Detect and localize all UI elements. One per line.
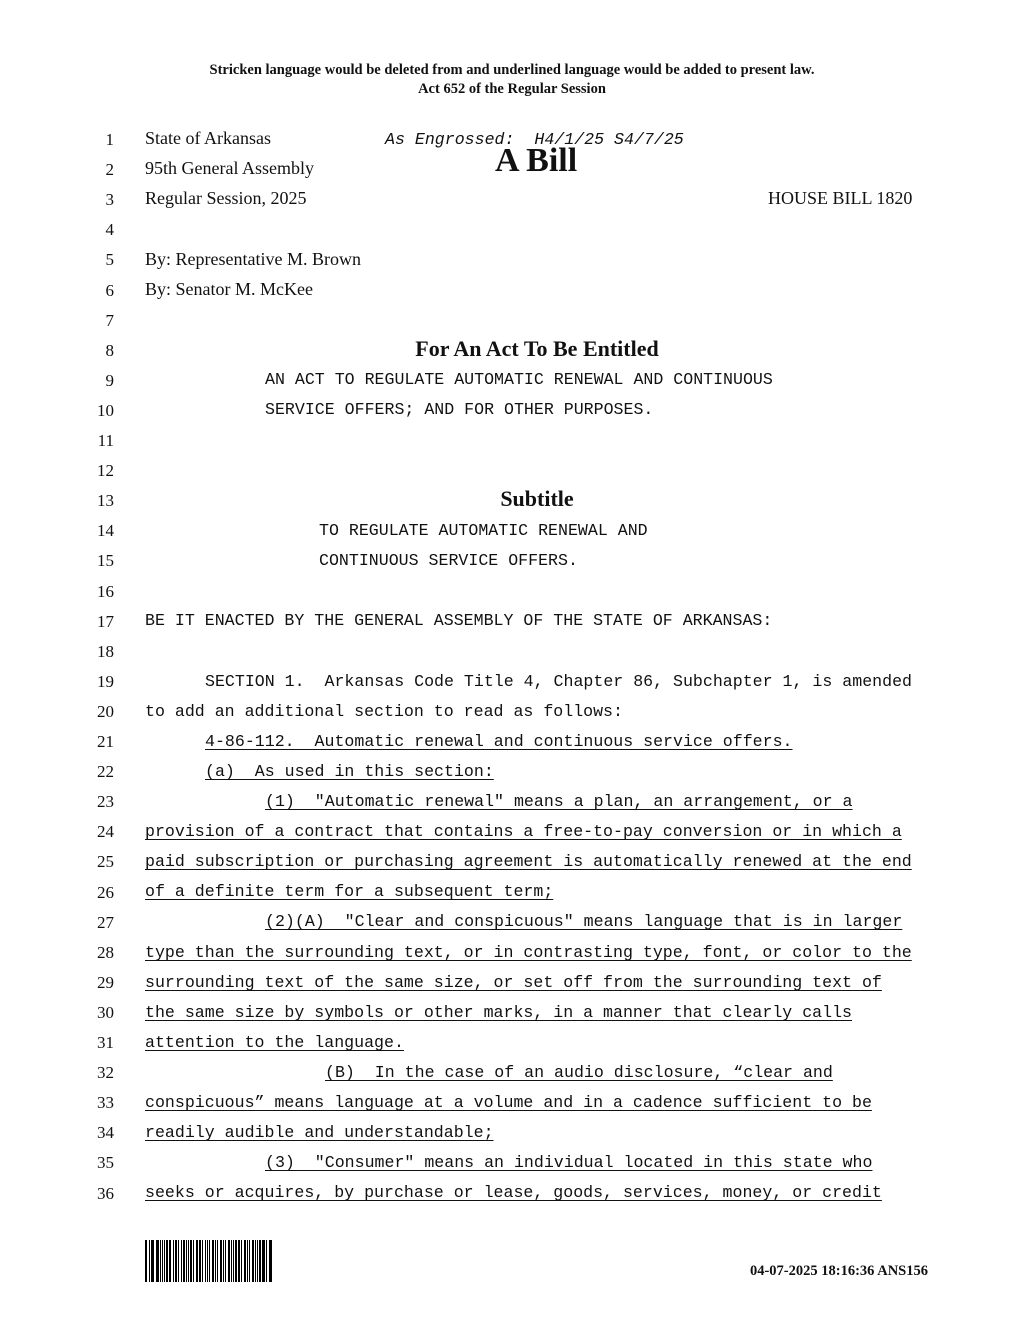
line-number: 1 xyxy=(105,130,114,149)
barcode-bar xyxy=(160,1240,161,1282)
line-number: 18 xyxy=(97,641,114,661)
barcode-bar xyxy=(145,1240,147,1282)
line-number: 7 xyxy=(105,310,114,330)
barcode-bar xyxy=(186,1240,187,1282)
line-number: 25 xyxy=(97,852,114,872)
barcode-bar xyxy=(175,1240,178,1282)
barcode-bar xyxy=(173,1240,174,1282)
line-number: 11 xyxy=(97,431,114,450)
entitled-heading: For An Act To Be Entitled xyxy=(415,336,659,361)
subtitle-line-2: CONTINUOUS SERVICE OFFERS. xyxy=(319,551,578,570)
line-number: 27 xyxy=(97,912,114,932)
barcode-bar xyxy=(252,1240,254,1282)
barcode-bar xyxy=(269,1240,270,1282)
notice-line-2: Act 652 of the Regular Session xyxy=(418,81,606,97)
subtitle-heading: Subtitle xyxy=(500,486,574,511)
barcode-bar xyxy=(188,1240,189,1282)
line-number: 30 xyxy=(97,1002,114,1022)
barcode-bar xyxy=(223,1240,224,1282)
body-line-26: of a definite term for a subsequent term; xyxy=(145,882,554,901)
line-number: 16 xyxy=(97,581,114,601)
barcode-bar xyxy=(196,1240,199,1282)
body-line-20: to add an additional section to read as follows: xyxy=(145,702,623,721)
barcode-bar xyxy=(247,1240,248,1282)
barcode-bar xyxy=(199,1240,201,1282)
sponsor-senator: By: Senator M. McKee xyxy=(145,279,313,299)
body-line-32: (B) In the case of an audio disclosure, “clear and xyxy=(325,1063,833,1082)
session: Regular Session, 2025 xyxy=(145,188,307,208)
barcode-bar xyxy=(209,1240,211,1282)
notice-line-1: Stricken language would be deleted from and underlined language would be added to present law. xyxy=(209,62,815,78)
line-number: 35 xyxy=(97,1153,114,1173)
body-line-34: readily audible and understandable; xyxy=(145,1123,494,1142)
line-number: 13 xyxy=(97,491,114,511)
bill-title: A Bill xyxy=(495,142,578,179)
barcode-bar xyxy=(205,1240,206,1282)
barcode-bar xyxy=(215,1240,216,1282)
barcode-bar xyxy=(238,1240,240,1282)
barcode-bar xyxy=(151,1240,152,1282)
line-number: 14 xyxy=(97,521,114,541)
line-number: 33 xyxy=(97,1093,114,1113)
line-number: 24 xyxy=(97,822,114,842)
barcode-bar xyxy=(228,1240,230,1282)
barcode-bar xyxy=(202,1240,203,1282)
line-number: 8 xyxy=(105,340,114,360)
line-number: 32 xyxy=(97,1063,114,1083)
barcode-bar xyxy=(190,1240,192,1282)
line-number: 10 xyxy=(97,400,114,420)
line-number: 28 xyxy=(97,942,114,962)
barcode-bar xyxy=(235,1240,237,1282)
line-number: 4 xyxy=(105,220,114,240)
body-line-28: type than the surrounding text, or in contrasting type, font, or color to the xyxy=(145,943,912,962)
barcode-bar xyxy=(169,1240,171,1282)
line-number: 2 xyxy=(105,160,114,180)
barcode xyxy=(145,1240,273,1282)
line-number: 26 xyxy=(97,882,114,902)
barcode-bar xyxy=(183,1240,185,1282)
barcode-bar xyxy=(156,1240,159,1282)
line-number: 21 xyxy=(97,732,114,751)
barcode-bar xyxy=(244,1240,247,1282)
body-line-22: (a) As used in this section: xyxy=(205,762,494,781)
body-line-23: (1) "Automatic renewal" means a plan, an arrangement, or a xyxy=(265,792,853,811)
line-number: 36 xyxy=(97,1183,114,1203)
body-line-36: seeks or acquires, by purchase or lease, goods, services, money, or credit xyxy=(145,1183,882,1202)
line-number: 34 xyxy=(97,1123,114,1143)
body-line-29: surrounding text of the same size, or set off from the surrounding text of xyxy=(145,973,882,992)
bill-number: HOUSE BILL 1820 xyxy=(768,188,913,208)
barcode-bar xyxy=(212,1240,214,1282)
body-line-19: SECTION 1. Arkansas Code Title 4, Chapter 86, Subchapter 1, is amended xyxy=(205,672,913,691)
barcode-bar xyxy=(231,1240,232,1282)
barcode-bar xyxy=(217,1240,218,1282)
barcode-bar xyxy=(259,1240,261,1282)
barcode-bar xyxy=(162,1240,163,1282)
sponsor-representative: By: Representative M. Brown xyxy=(145,249,361,269)
barcode-bar xyxy=(149,1240,150,1282)
line-number: 22 xyxy=(97,762,114,782)
line-number: 12 xyxy=(97,461,114,481)
line-number: 6 xyxy=(105,280,114,300)
enacting-clause: BE IT ENACTED BY THE GENERAL ASSEMBLY OF THE STATE OF ARKANSAS: xyxy=(145,611,773,630)
act-title-line-1: AN ACT TO REGULATE AUTOMATIC RENEWAL AND CONTINUOUS xyxy=(265,370,773,389)
barcode-bar xyxy=(257,1240,258,1282)
barcode-bar xyxy=(225,1240,226,1282)
barcode-bar xyxy=(220,1240,223,1282)
body-line-21: 4-86-112. Automatic renewal and continuous service offers. xyxy=(205,732,793,751)
barcode-bar xyxy=(207,1240,208,1282)
line-number: 15 xyxy=(97,551,114,571)
subtitle-line-1: TO REGULATE AUTOMATIC RENEWAL AND xyxy=(319,521,648,540)
barcode-bar xyxy=(233,1240,234,1282)
line-number: 9 xyxy=(105,370,114,390)
line-number: 29 xyxy=(97,972,114,992)
line-number: 19 xyxy=(97,671,114,691)
line-number: 5 xyxy=(105,250,114,270)
barcode-bar xyxy=(262,1240,265,1282)
barcode-bar xyxy=(166,1240,168,1282)
line-number: 17 xyxy=(97,611,114,631)
barcode-bar xyxy=(270,1240,272,1282)
barcode-bar xyxy=(164,1240,165,1282)
line-number: 23 xyxy=(97,792,114,812)
barcode-bar xyxy=(193,1240,194,1282)
body-line-31: attention to the language. xyxy=(145,1033,404,1052)
act-title-line-2: SERVICE OFFERS; AND FOR OTHER PURPOSES. xyxy=(265,400,654,419)
body-line-35: (3) "Consumer" means an individual located in this state who xyxy=(265,1153,873,1172)
line-number: 3 xyxy=(105,190,114,210)
body-line-25: paid subscription or purchasing agreement is automatically renewed at the end xyxy=(145,852,912,871)
barcode-bar xyxy=(249,1240,250,1282)
print-timestamp: 04-07-2025 18:16:36 ANS156 xyxy=(749,1263,928,1279)
line-number: 20 xyxy=(97,701,114,721)
body-line-24: provision of a contract that contains a free-to-pay conversion or in which a xyxy=(145,822,902,841)
body-line-30: the same size by symbols or other marks, in a manner that clearly calls xyxy=(145,1003,853,1022)
engrossed-note: As Engrossed: H4/1/25 S4/7/25 xyxy=(385,130,684,149)
line-number: 31 xyxy=(97,1033,114,1052)
barcode-bar xyxy=(152,1240,154,1282)
state-name: State of Arkansas xyxy=(145,128,271,148)
barcode-bar xyxy=(255,1240,256,1282)
body-line-33: conspicuous” means language at a volume and in a cadence sufficient to be xyxy=(145,1093,872,1112)
barcode-bar xyxy=(181,1240,182,1282)
body-line-27: (2)(A) "Clear and conspicuous" means language that is in larger xyxy=(265,912,903,931)
barcode-bar xyxy=(266,1240,267,1282)
barcode-bar xyxy=(241,1240,242,1282)
assembly: 95th General Assembly xyxy=(145,158,314,178)
barcode-bar xyxy=(178,1240,179,1282)
